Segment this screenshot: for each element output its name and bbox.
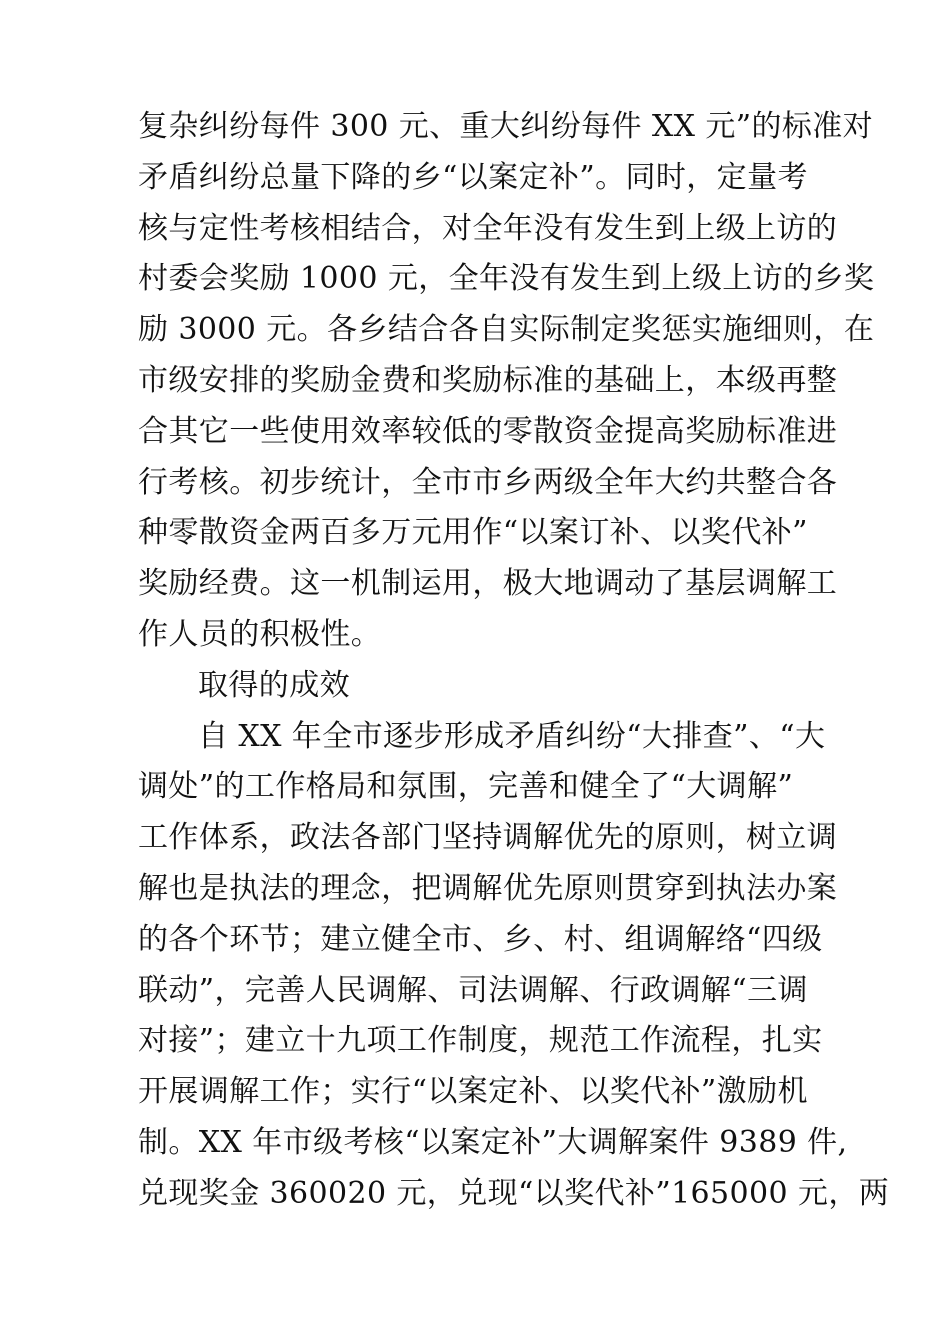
text-line: 作人员的积极性。 (138, 616, 382, 652)
text-line: 矛盾纠纷总量下降的乡“以案定补”。同时，定量考 (138, 159, 808, 195)
paragraph-first-line: 自 XX 年全市逐步形成矛盾纠纷“大排查”、“大 (198, 718, 826, 754)
section-heading: 取得的成效 (198, 667, 350, 703)
text-line: 制。XX 年市级考核“以案定补”大调解案件 9389 件, (138, 1124, 848, 1160)
text-line: 合其它一些使用效率较低的零散资金提高奖励标准进 (138, 413, 838, 449)
text-line: 兑现奖金 360020 元，兑现“以奖代补”165000 元，两 (138, 1175, 890, 1211)
text-line: 联动”，完善人民调解、司法调解、行政调解“三调 (138, 972, 808, 1008)
text-line: 开展调解工作；实行“以案定补、以奖代补”激励机 (138, 1074, 808, 1110)
text-line: 解也是执法的理念，把调解优先原则贯穿到执法办案 (138, 870, 838, 906)
text-line: 工作体系，政法各部门坚持调解优先的原则，树立调 (138, 820, 838, 856)
text-line: 的各个环节；建立健全市、乡、村、组调解络“四级 (138, 921, 823, 957)
text-line: 复杂纠纷每件 300 元、重大纠纷每件 XX 元”的标准对 (138, 109, 874, 144)
text-line: 励 3000 元。各乡结合各自实际制定奖惩实施细则，在 (138, 312, 875, 348)
text-line: 村委会奖励 1000 元，全年没有发生到上级上访的乡奖 (138, 261, 875, 297)
text-line: 行考核。初步统计，全市市乡两级全年大约共整合各 (138, 464, 838, 500)
text-line: 市级安排的奖励金费和奖励标准的基础上，本级再整 (138, 362, 838, 398)
body-text (138, 102, 890, 1220)
text-line: 对接”；建立十九项工作制度，规范工作流程，扎实 (138, 1023, 823, 1059)
text-line: 核与定性考核相结合，对全年没有发生到上级上访的 (138, 210, 838, 246)
text-line: 调处”的工作格局和氛围，完善和健全了“大调解” (138, 769, 794, 805)
text-line: 奖励经费。这一机制运用，极大地调动了基层调解工 (138, 566, 838, 602)
text-line: 种零散资金两百多万元用作“以案订补、以奖代补” (138, 515, 808, 551)
